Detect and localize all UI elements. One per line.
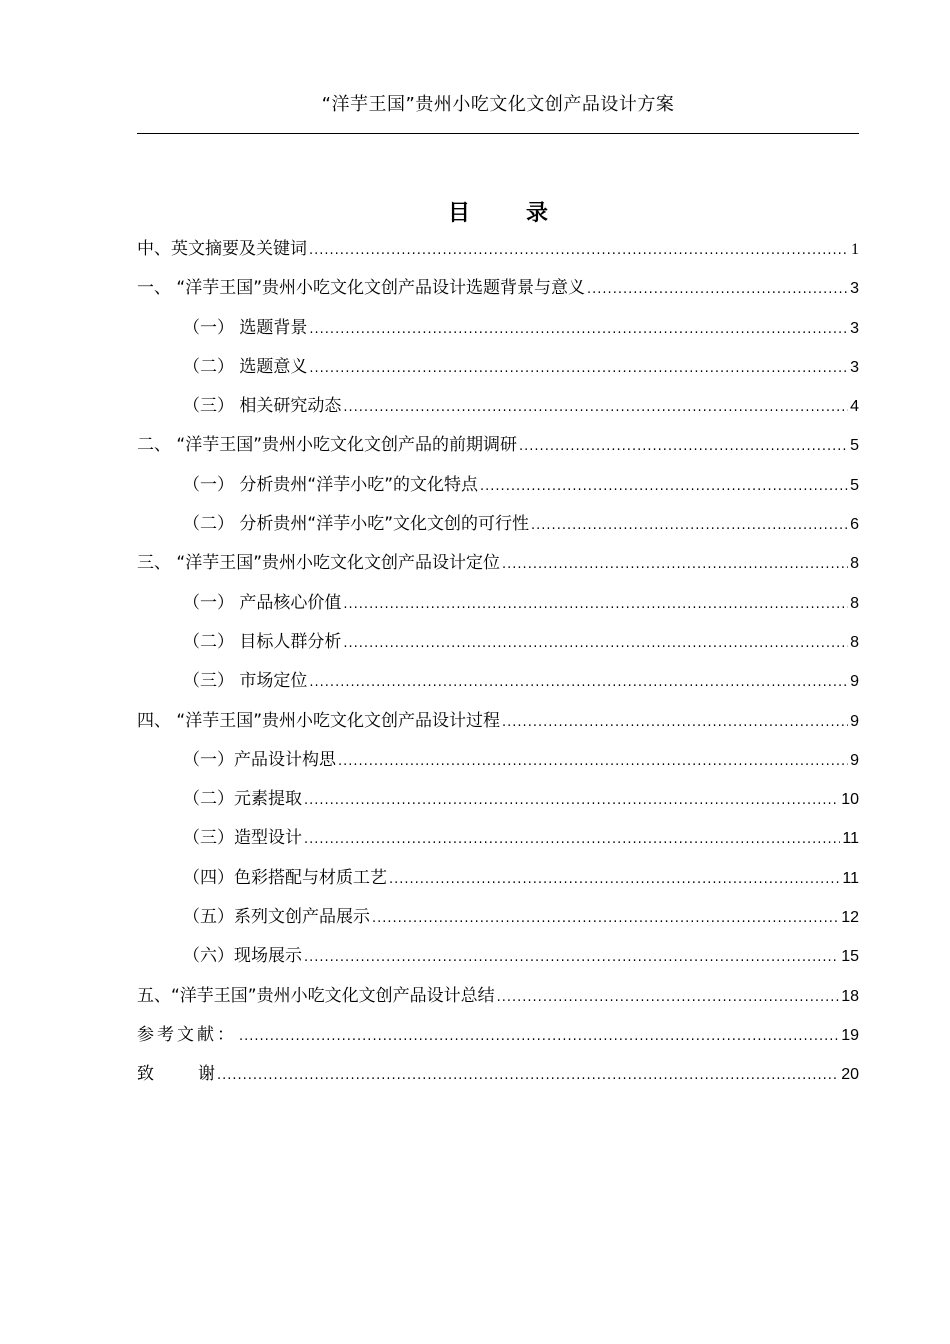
toc-entry-label: （三）造型设计 (183, 828, 302, 849)
toc-entry-section-4-4[interactable] (137, 859, 859, 898)
toc-entry-section-3[interactable] (137, 544, 859, 583)
toc-entry-label: （二） 分析贵州“洋芋小吃”文化文创的可行性 (183, 514, 530, 535)
toc-entry-page: 8 (850, 594, 859, 612)
toc-entry-page: 20 (841, 1066, 859, 1084)
toc-entry-label: （六）现场展示 (183, 946, 302, 967)
toc-leader-dots (338, 742, 848, 781)
toc-entry-page: 3 (850, 319, 859, 337)
toc-entry-label: （一）产品设计构思 (183, 749, 336, 770)
toc-leader-dots (497, 978, 840, 1017)
toc-entry-section-2-2[interactable] (137, 505, 859, 544)
toc-leader-dots (519, 427, 848, 466)
toc-entry-label: （四）色彩搭配与材质工艺 (183, 867, 387, 888)
toc-entry-label-left: 致 (137, 1064, 154, 1085)
toc-leader-dots (343, 624, 848, 663)
toc-leader-dots (239, 1017, 839, 1056)
toc-title-right: 录 (526, 201, 549, 226)
table-of-contents (137, 230, 859, 1095)
toc-entry-section-1-2[interactable] (137, 348, 859, 387)
toc-entry-section-4-5[interactable] (137, 898, 859, 937)
toc-entry-label: （三） 市场定位 (183, 671, 308, 692)
toc-leader-dots (343, 585, 848, 624)
toc-entry-label: （二） 目标人群分析 (183, 631, 342, 652)
toc-entry-page: 12 (841, 909, 859, 927)
header-divider (137, 133, 859, 134)
toc-entry-page: 11 (842, 830, 859, 848)
toc-entry-page: 3 (850, 280, 859, 298)
toc-entry-references[interactable] (137, 1016, 859, 1055)
toc-entry-label: （五）系列文创产品展示 (183, 907, 370, 928)
toc-entry-page: 11 (842, 869, 859, 887)
toc-entry-label: （三） 相关研究动态 (183, 396, 342, 417)
toc-entry-page: 5 (850, 476, 859, 494)
toc-leader-dots (309, 349, 848, 388)
toc-leader-dots (304, 938, 839, 977)
toc-leader-dots (372, 899, 839, 938)
toc-entry-section-4-2[interactable] (137, 780, 859, 819)
toc-entry-page: 10 (841, 791, 859, 809)
toc-entry-label: 四、 “洋芋王国”贵州小吃文化文创产品设计过程 (137, 710, 501, 731)
toc-entry-section-5[interactable] (137, 977, 859, 1016)
toc-entry-section-1-3[interactable] (137, 387, 859, 426)
toc-entry-section-4-1[interactable] (137, 741, 859, 780)
toc-leader-dots (309, 231, 849, 270)
toc-entry-label (137, 1055, 215, 1094)
toc-title-left: 目 (447, 201, 470, 226)
toc-entry-page: 19 (841, 1026, 859, 1044)
toc-leader-dots (304, 781, 839, 820)
toc-entry-page: 3 (850, 358, 859, 376)
toc-entry-section-3-1[interactable] (137, 584, 859, 623)
toc-leader-dots (304, 820, 840, 859)
toc-entry-label: （一） 选题背景 (183, 317, 308, 338)
toc-leader-dots (309, 310, 848, 349)
toc-leader-dots (389, 860, 840, 899)
toc-entry-label-right: 谢 (198, 1064, 215, 1085)
toc-entry-label: 参考文献： (137, 1024, 237, 1045)
toc-entry-section-3-2[interactable] (137, 623, 859, 662)
toc-entry-page: 18 (841, 987, 859, 1005)
toc-leader-dots (531, 506, 848, 545)
toc-leader-dots (343, 388, 848, 427)
toc-entry-page: 8 (850, 633, 859, 651)
toc-entry-label: （二）元素提取 (183, 789, 302, 810)
toc-leader-dots (502, 545, 848, 584)
toc-entry-label: （一） 分析贵州“洋芋小吃”的文化特点 (183, 474, 479, 495)
toc-entry-page: 15 (841, 948, 859, 966)
running-header: “洋芋王国”贵州小吃文化文创产品设计方案 (321, 94, 675, 115)
toc-entry-page: 9 (850, 673, 859, 691)
toc-entry-label: 二、 “洋芋王国”贵州小吃文化文创产品的前期调研 (137, 435, 518, 456)
toc-leader-dots (480, 467, 848, 506)
toc-leader-dots (502, 703, 848, 742)
toc-entry-page: 9 (850, 712, 859, 730)
toc-leader-dots (217, 1056, 839, 1095)
toc-entry-section-4-3[interactable] (137, 819, 859, 858)
toc-title (137, 196, 859, 227)
toc-leader-dots (587, 270, 848, 309)
toc-entry-section-4[interactable] (137, 702, 859, 741)
toc-entry-section-2[interactable] (137, 426, 859, 465)
toc-entry-page: 4 (850, 398, 859, 416)
toc-entry-label: 三、 “洋芋王国”贵州小吃文化文创产品设计定位 (137, 553, 501, 574)
toc-entry-abstract[interactable] (137, 230, 859, 269)
toc-entry-page: 1 (851, 241, 859, 258)
toc-entry-label: 一、 “洋芋王国”贵州小吃文化文创产品设计选题背景与意义 (137, 278, 586, 299)
toc-entry-label: （一） 产品核心价值 (183, 592, 342, 613)
toc-entry-acknowledgements[interactable] (137, 1055, 859, 1094)
toc-entry-page: 5 (850, 437, 859, 455)
toc-entry-page: 9 (850, 751, 859, 769)
toc-entry-section-4-6[interactable] (137, 937, 859, 976)
toc-entry-label: （二） 选题意义 (183, 356, 308, 377)
toc-entry-label: 中、英文摘要及关键词 (137, 239, 307, 259)
toc-entry-section-2-1[interactable] (137, 466, 859, 505)
toc-entry-section-1[interactable] (137, 269, 859, 308)
toc-entry-section-3-3[interactable] (137, 662, 859, 701)
toc-leader-dots (309, 663, 848, 702)
toc-entry-label: 五、“洋芋王国”贵州小吃文化文创产品设计总结 (137, 985, 495, 1006)
toc-entry-page: 8 (850, 555, 859, 573)
toc-entry-section-1-1[interactable] (137, 309, 859, 348)
toc-entry-page: 6 (850, 516, 859, 534)
